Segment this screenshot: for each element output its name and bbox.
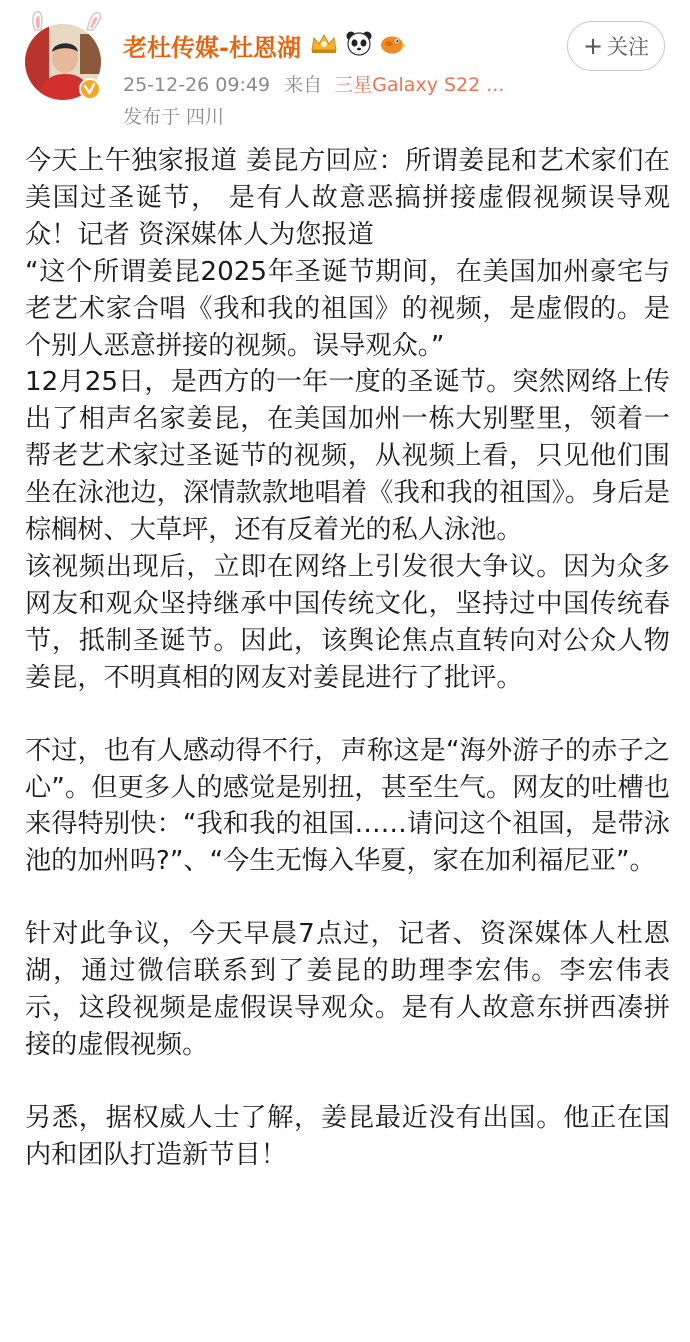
post-device-link[interactable]: 三星Galaxy S22 ... [334, 74, 505, 96]
post-paragraph: “这个所谓姜昆2025年圣诞节期间，在美国加州豪宅与老艺术家合唱《我和我的祖国》的视频，是虚假的。是个别人恶意拼接的视频。误导观众。” [25, 256, 670, 361]
follow-button[interactable] [567, 21, 665, 71]
post-paragraph: 针对此争议，今天早晨7点过，记者、资深媒体人杜恩湖，通过微信联系到了姜昆的助理李宏伟。李宏伟表示，这段视频是虚假误导观众。是有人故意东拼西凑拼接的虚假视频。 [25, 919, 670, 1060]
bird-badge-icon[interactable] [379, 31, 407, 59]
paragraph-spacer [25, 880, 670, 916]
verified-badge-icon [79, 78, 101, 100]
post-paragraph: 12月25日，是西方的一年一度的圣诞节。突然网络上传出了相声名家姜昆，在美国加州一栋大别墅里，领着一帮老艺术家过圣诞节的视频，从视频上看，只见他们围坐在泳池边，深情款款地唱着《我和我的祖国》。身后是棕榈树、大草坪，还有反着光的私人泳池。 [25, 367, 670, 546]
post-header [0, 0, 690, 140]
author-badges [309, 30, 413, 60]
crown-badge-icon[interactable] [309, 31, 339, 59]
post-body [25, 143, 670, 1174]
post-paragraph: 另悉，据权威人士了解，姜昆最近没有出国。他正在国内和团队打造新节目！ [25, 1102, 670, 1170]
plus-icon: + [582, 32, 604, 60]
panda-badge-icon[interactable] [345, 30, 373, 60]
post-meta [123, 70, 504, 97]
author-name-row [123, 28, 413, 62]
post-paragraph: 不过，也有人感动得不行，声称这是“海外游子的赤子之心”。但更多人的感觉是别扭，甚至生气。网友的吐槽也来得特别快：“我和我的祖国……请问这个祖国，是带泳池的加州吗?”、“今生无悔入华夏，家在加利福尼亚”。 [25, 735, 670, 877]
post-location: 发布于 四川 [123, 106, 225, 128]
paragraph-spacer [25, 697, 670, 733]
follow-label: 关注 [607, 35, 650, 59]
paragraph-spacer [25, 1064, 670, 1100]
author-name[interactable]: 老杜传媒-杜恩湖 [123, 33, 301, 62]
post-timestamp: 25-12-26 09:49 [123, 74, 271, 96]
post-source-prefix: 来自 [284, 74, 323, 96]
post-paragraph: 今天上午独家报道 姜昆方回应：所谓姜昆和艺术家们在美国过圣诞节， 是有人故意恶搞拼接虚假视频误导观众！记者 资深媒体人为您报道 [25, 146, 670, 250]
post-paragraph: 该视频出现后，立即在网络上引发很大争议。因为众多网友和观众坚持继承中国传统文化，坚持过中国传统春节，抵制圣诞节。因此，该舆论焦点直转向对公众人物姜昆，不明真相的网友对姜昆进行了批评。 [25, 551, 670, 693]
